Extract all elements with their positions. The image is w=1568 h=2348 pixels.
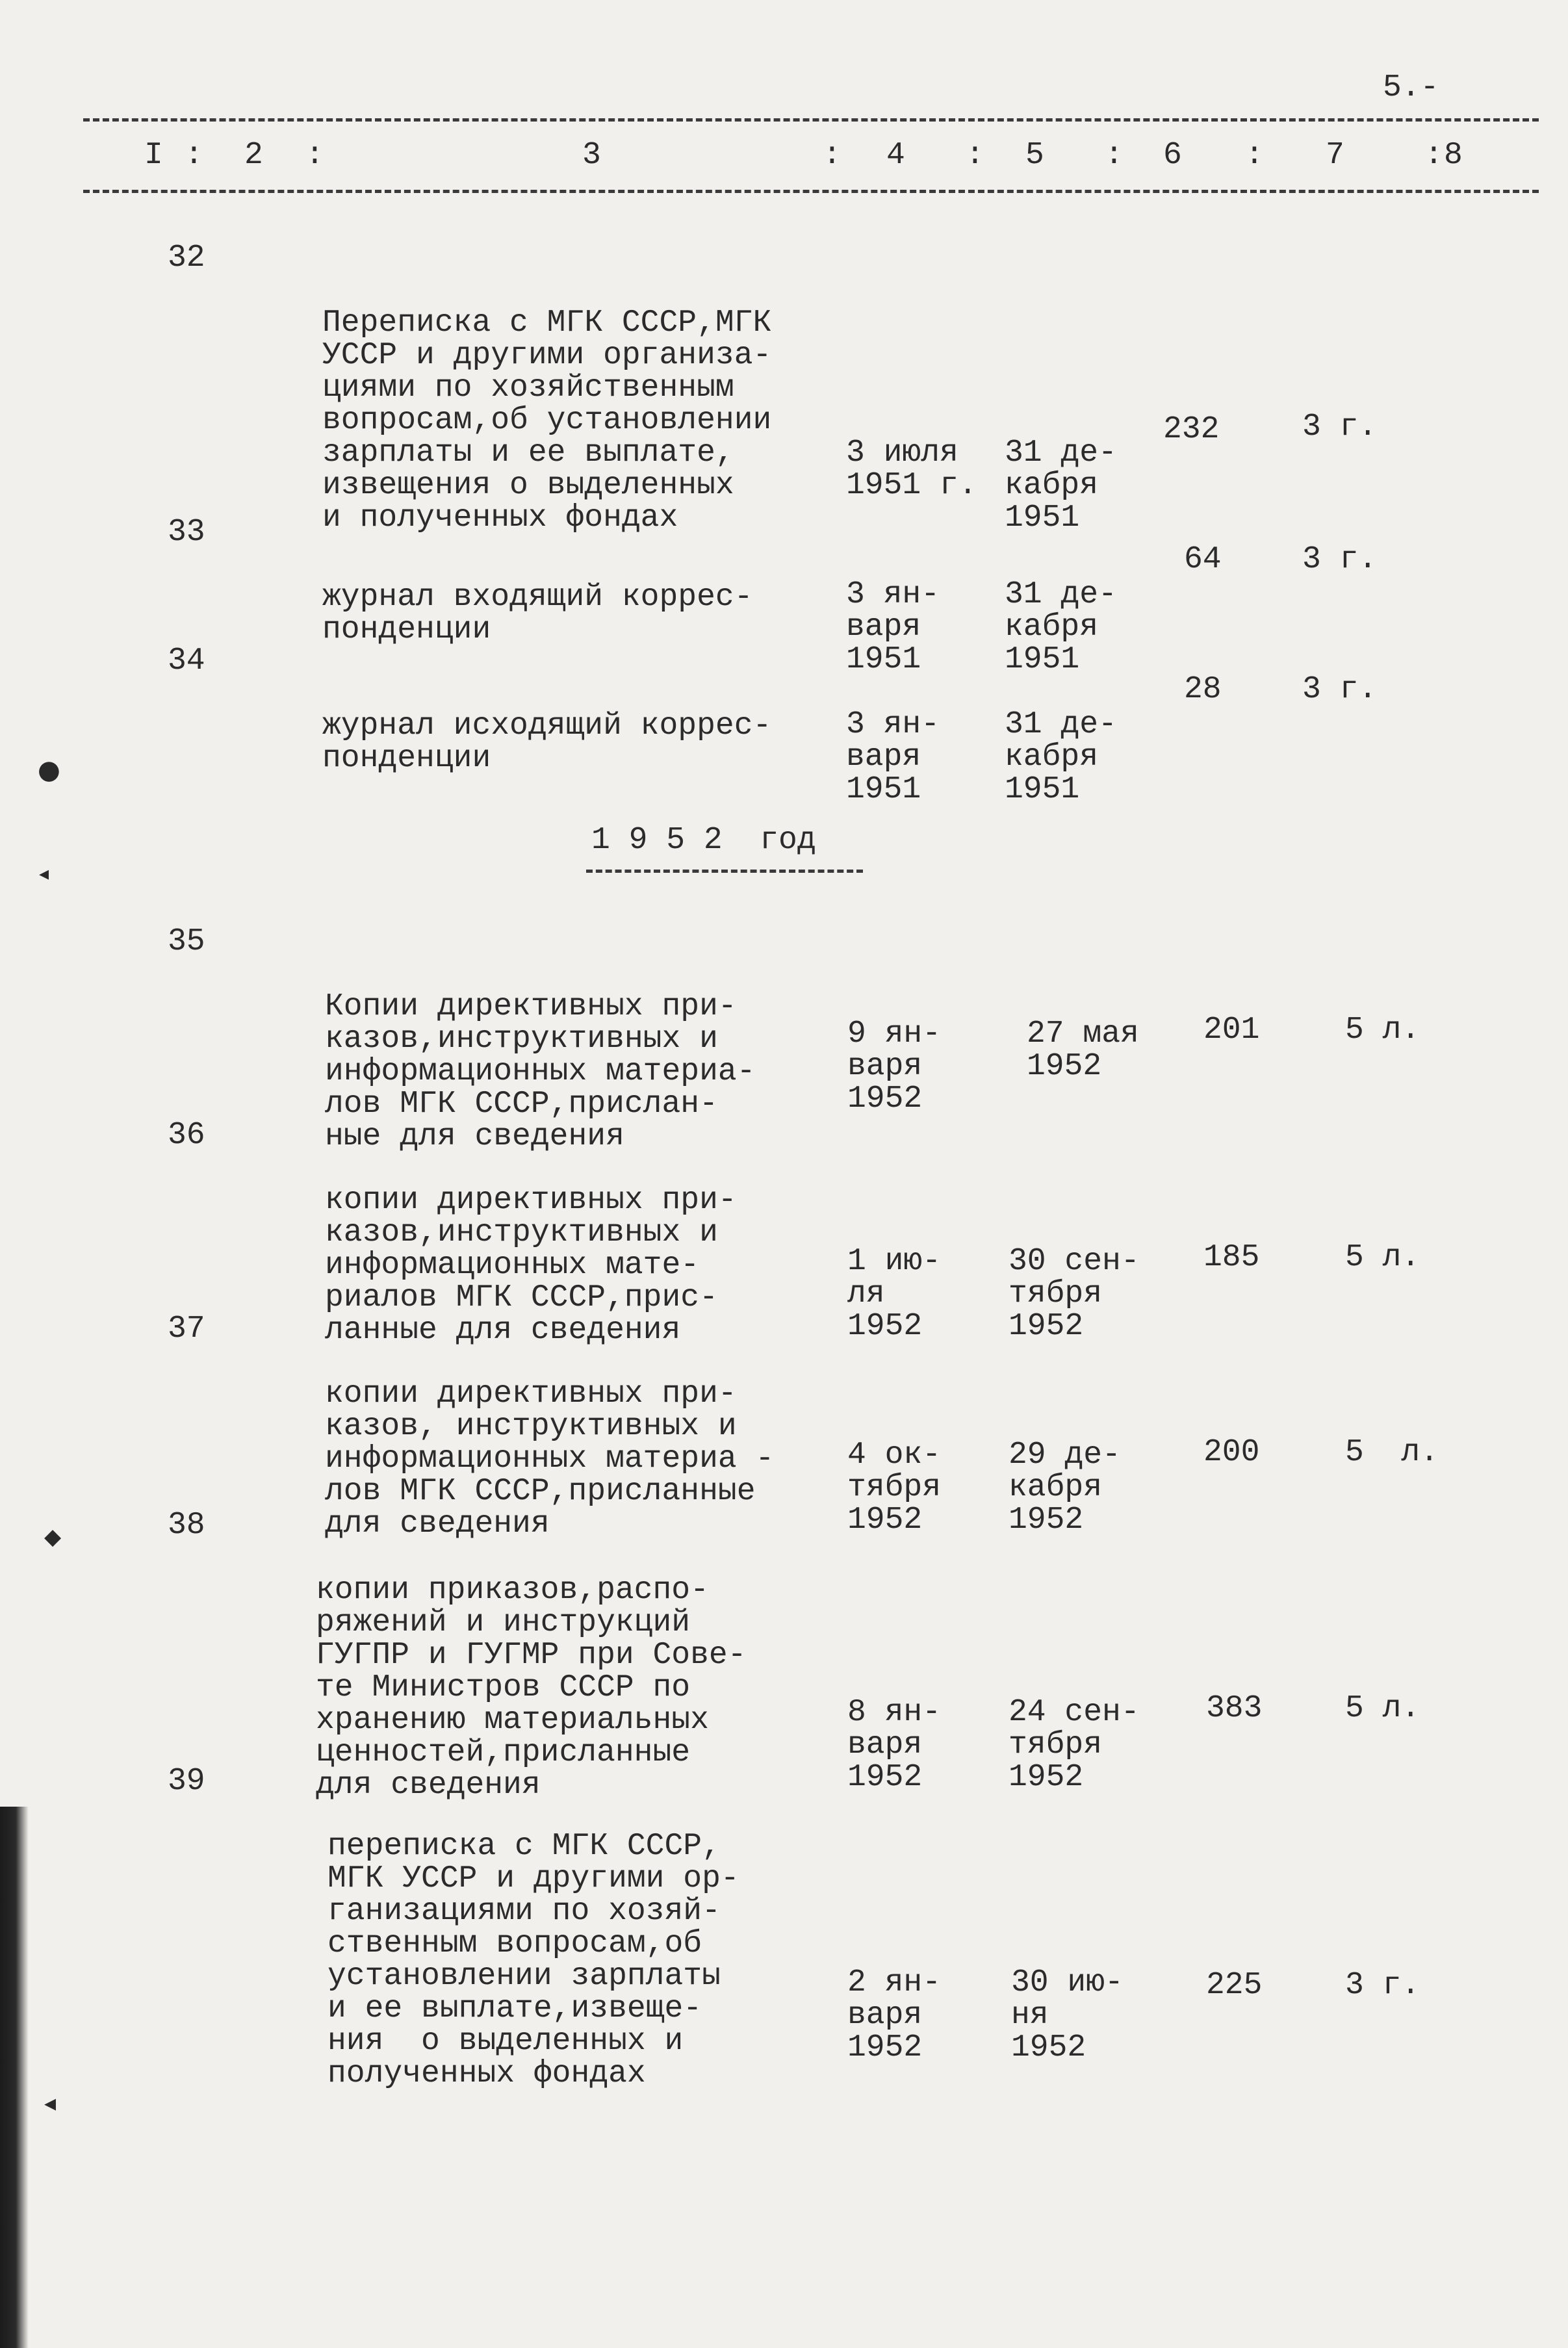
entry-retention-term: 5 л. — [1345, 1435, 1439, 1470]
margin-speck: ● — [38, 755, 60, 785]
header-rule-top — [83, 118, 1539, 122]
entry-end-date: 31 де- кабря 1951 — [1005, 435, 1117, 535]
margin-speck: ◂ — [44, 2090, 57, 2117]
entry-end-date: 24 сен- тября 1952 — [1009, 1695, 1140, 1795]
year-heading: 1 9 5 2 год — [591, 823, 816, 858]
entry-sheet-count: 201 — [1203, 1013, 1260, 1048]
column-header-1: I — [144, 138, 163, 173]
entry-start-date: 3 июля 1951 г. — [846, 435, 977, 503]
entry-retention-term: 3 г. — [1302, 672, 1378, 707]
column-separator: : — [1245, 138, 1264, 173]
entry-end-date: 29 де- кабря 1952 — [1009, 1438, 1121, 1538]
entry-retention-term: 5 л. — [1345, 1240, 1420, 1275]
column-header-3: 3 — [582, 138, 601, 173]
entry-number: 32 — [168, 240, 205, 276]
column-header-4: 4 — [886, 138, 905, 173]
entry-retention-term: 5 л. — [1345, 1691, 1420, 1726]
entry-title: копии директивных при- казов,инструктивных и информационных мате- риалов МГК СССР,прис- ланные для сведения — [325, 1183, 737, 1348]
column-separator: : — [305, 138, 324, 173]
column-separator: : — [1105, 138, 1124, 173]
entry-end-date: 30 сен- тября 1952 — [1009, 1244, 1140, 1344]
scan-edge-shadow — [0, 1807, 29, 2348]
entry-sheet-count: 200 — [1203, 1435, 1260, 1470]
entry-end-date: 30 ию- ня 1952 — [1011, 1965, 1124, 2065]
year-heading-underline — [586, 870, 863, 873]
entry-start-date: 3 ян- варя 1951 — [846, 707, 940, 807]
column-separator: : — [966, 138, 984, 173]
entry-retention-term: 5 л. — [1345, 1013, 1420, 1048]
entry-number: 37 — [168, 1311, 205, 1347]
entry-number: 35 — [168, 924, 205, 959]
column-separator: : — [185, 138, 203, 173]
entry-sheet-count: 64 — [1184, 542, 1222, 577]
column-header-5: 5 — [1025, 138, 1044, 173]
entry-start-date: 3 ян- варя 1951 — [846, 577, 940, 677]
entry-start-date: 4 ок- тября 1952 — [847, 1438, 942, 1538]
entry-number: 39 — [168, 1764, 205, 1799]
entry-number: 38 — [168, 1508, 205, 1543]
entry-sheet-count: 225 — [1206, 1968, 1263, 2003]
entry-sheet-count: 28 — [1184, 672, 1222, 707]
entry-end-date: 27 мая 1952 — [1027, 1016, 1139, 1084]
entry-title: Копии директивных при- казов,инструктивных и информационных материа- лов МГК СССР,прислан- ные для сведения — [325, 989, 756, 1154]
entry-number: 33 — [168, 515, 205, 550]
entry-start-date: 8 ян- варя 1952 — [847, 1695, 942, 1795]
entry-number: 36 — [168, 1118, 205, 1153]
entry-sheet-count: 185 — [1203, 1240, 1260, 1275]
entry-title: копии директивных при- казов, инструктивных и информационных материа - лов МГК СССР,присланные для сведения — [325, 1376, 775, 1542]
entry-title: журнал входящий коррес- понденции — [322, 580, 753, 647]
entry-start-date: 9 ян- варя 1952 — [847, 1016, 942, 1116]
column-header-8: 8 — [1444, 138, 1463, 173]
header-rule-bottom — [83, 190, 1539, 193]
entry-end-date: 31 де- кабря 1951 — [1005, 577, 1117, 677]
entry-title: переписка с МГК СССР, МГК УССР и другими ор- ганизациями по хозяй- ственным вопросам,об установлении зарплаты и ее выплате,извеще- ния о выделенных и полученных фондах — [328, 1829, 739, 2091]
page-number: 5.- — [1383, 70, 1439, 105]
entry-retention-term: 3 г. — [1345, 1968, 1420, 2003]
entry-title: журнал исходящий коррес- понденции — [322, 708, 772, 776]
entry-sheet-count: 232 — [1163, 412, 1220, 447]
entry-start-date: 2 ян- варя 1952 — [847, 1965, 942, 2065]
margin-speck: ◂ — [39, 862, 49, 885]
column-header-6: 6 — [1163, 138, 1182, 173]
entry-title: копии приказов,распо- ряжений и инструкций ГУГПР и ГУГМР при Сове- те Министров СССР по хранению материальных ценностей,присланные для сведения — [316, 1573, 747, 1803]
column-separator: : — [1424, 138, 1443, 173]
entry-sheet-count: 383 — [1206, 1691, 1263, 1726]
entry-retention-term: 3 г. — [1302, 542, 1378, 577]
column-header-7: 7 — [1326, 138, 1344, 173]
entry-end-date: 31 де- кабря 1951 — [1005, 707, 1117, 807]
column-separator: : — [823, 138, 842, 173]
margin-speck: ◆ — [44, 1524, 62, 1550]
entry-title: Переписка с МГК СССР,МГК УССР и другими организа- циями по хозяйственным вопросам,об установлении зарплаты и ее выплате, извещения о выделенных и полученных фондах — [322, 305, 772, 535]
entry-start-date: 1 ию- ля 1952 — [847, 1244, 942, 1344]
entry-number: 34 — [168, 643, 205, 678]
column-header-2: 2 — [244, 138, 263, 173]
entry-retention-term: 3 г. — [1302, 409, 1378, 445]
